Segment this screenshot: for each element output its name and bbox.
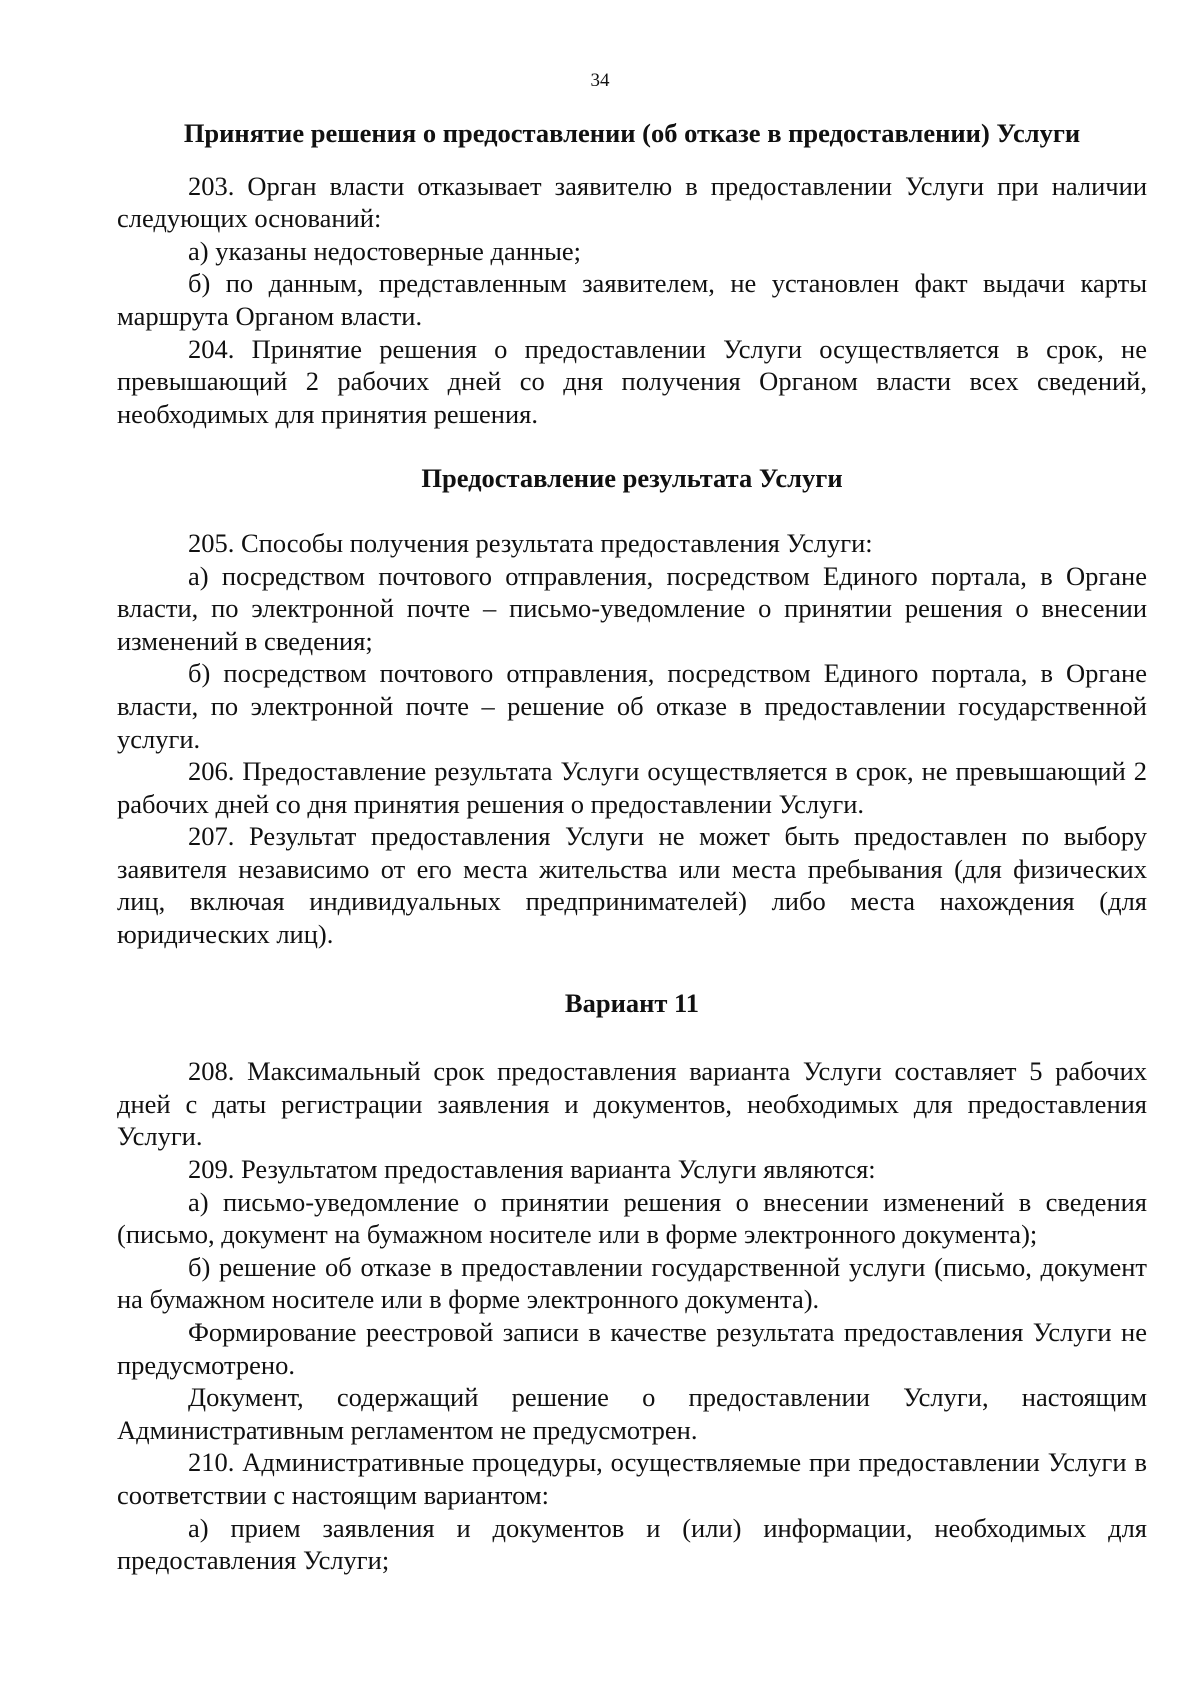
- section-heading-decision: Принятие решения о предоставлении (об отказе в предоставлении) Услуги: [183, 118, 1081, 148]
- paragraph-203-a: а) указаны недостоверные данные;: [188, 235, 582, 266]
- paragraph-204: 204. Принятие решения о предоставлении Услуги осуществляется в срок, не превышающий 2 рабочих дней со дня получения Органом власти всех сведений, необходимых для принятия решения.: [117, 333, 1147, 429]
- paragraph-210-a: а) прием заявления и документов и (или) информации, необходимых для предоставления Услуги;: [117, 1512, 1147, 1576]
- paragraph-210: 210. Административные процедуры, осуществляемые при предоставлении Услуги в соответствии с настоящим вариантом:: [117, 1447, 1147, 1510]
- paragraph-209-a: а) письмо-уведомление о принятии решения о внесении изменений в сведения (письмо, документ на бумажном носителе или в форме электронного документа);: [117, 1186, 1147, 1250]
- paragraph-registry-note: Формирование реестровой записи в качестве результата предоставления Услуги не предусмотрено.: [117, 1317, 1147, 1380]
- paragraph-207: 207. Результат предоставления Услуги не может быть предоставлен по выбору заявителя независимо от его места жительства или места пребывания (для физических лиц, включая индивидуальных предпринимателей) либо места нахождения (для юридических лиц).: [117, 821, 1147, 950]
- document-body: [117, 117, 1147, 1577]
- page-number: 34: [590, 70, 610, 91]
- paragraph-document-note: Документ, содержащий решение о предоставлении Услуги, настоящим Административным регламентом не предусмотрен.: [117, 1382, 1147, 1445]
- section-heading-variant-11: Вариант 11: [564, 987, 700, 1018]
- paragraph-209-b: б) решение об отказе в предоставлении государственной услуги (письмо, документ на бумажном носителе или в форме электронного документа).: [117, 1251, 1147, 1315]
- paragraph-205-a: а) посредством почтового отправления, посредством Единого портала, в Органе власти, по электронной почте – письмо-уведомление о принятии решения о внесении изменений в сведения;: [117, 560, 1147, 656]
- paragraph-203-b: б) по данным, представленным заявителем, не установлен факт выдачи карты маршрута Органом власти.: [117, 268, 1147, 331]
- paragraph-209: 209. Результатом предоставления варианта Услуги являются:: [188, 1154, 876, 1185]
- paragraph-203: 203. Орган власти отказывает заявителю в предоставлении Услуги при наличии следующих оснований:: [117, 170, 1147, 234]
- paragraph-206: 206. Предоставление результата Услуги осуществляется в срок, не превышающий 2 рабочих дней со дня принятия решения о предоставлении Услуги.: [117, 756, 1147, 819]
- paragraph-205-b: б) посредством почтового отправления, посредством Единого портала, в Органе власти, по электронной почте – решение об отказе в предоставлении государственной услуги.: [117, 658, 1147, 754]
- section-heading-result: Предоставление результата Услуги: [421, 463, 843, 494]
- paragraph-208: 208. Максимальный срок предоставления варианта Услуги составляет 5 рабочих дней с даты регистрации заявления и документов, необходимых для предоставления Услуги.: [117, 1056, 1147, 1152]
- paragraph-205: 205. Способы получения результата предоставления Услуги:: [188, 527, 873, 558]
